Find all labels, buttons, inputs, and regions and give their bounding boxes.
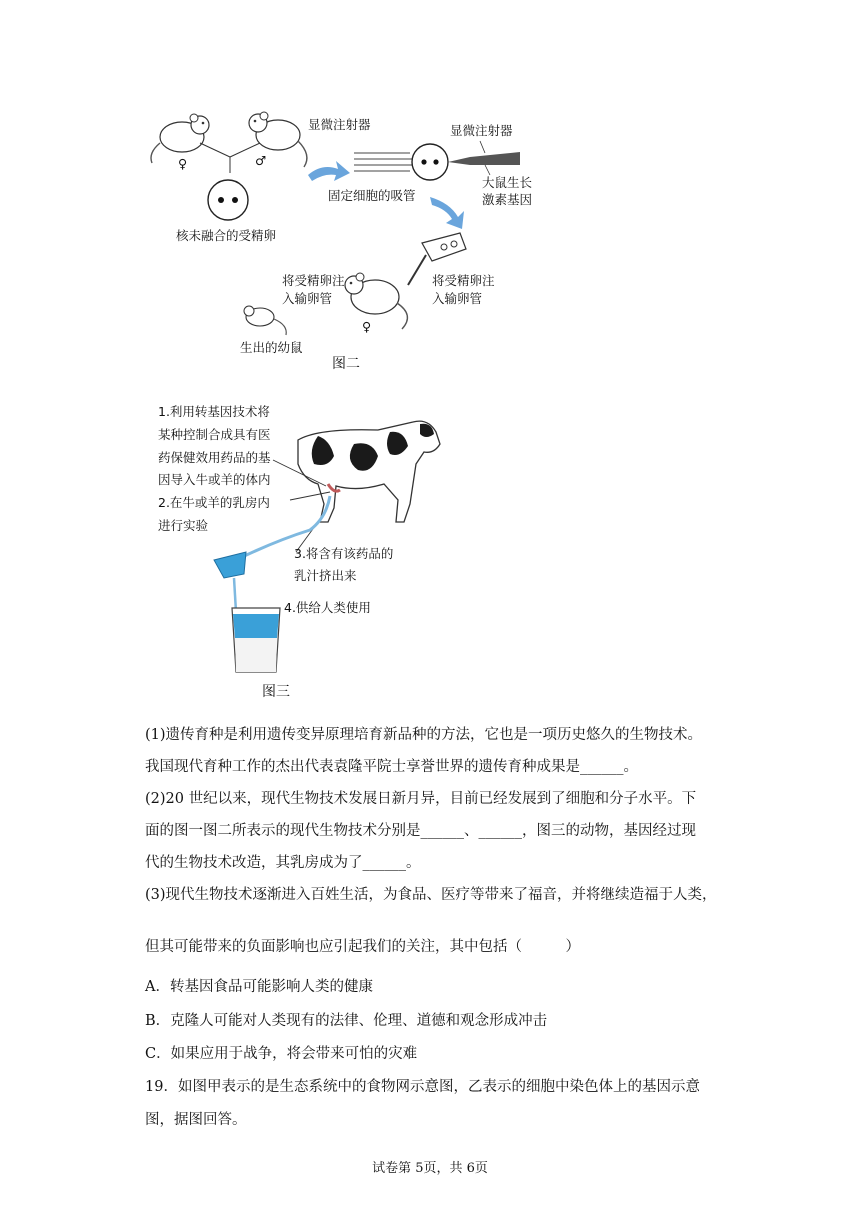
holding-pipette-label: 固定细胞的吸管 bbox=[328, 188, 416, 203]
holding-pipette-icon bbox=[354, 153, 412, 171]
figure-2-transgenic-mouse bbox=[140, 105, 540, 375]
fertilized-egg-icon bbox=[208, 180, 248, 220]
q2-line3: 代的生物技术改造，其乳房成为了______。 bbox=[145, 855, 421, 871]
step-3-line1: 3.将含有该药品的 bbox=[294, 546, 394, 561]
q1-line2: 我国现代育种工作的杰出代表袁隆平院士享誉世界的遗传育种成果是______。 bbox=[145, 759, 638, 775]
figure-2-caption: 图二 bbox=[332, 356, 360, 372]
female-symbol-2: ♀ bbox=[362, 319, 372, 334]
cow-icon bbox=[298, 421, 440, 522]
male-symbol: ♂ bbox=[255, 153, 267, 168]
q2-line2: 面的图一图二所表示的现代生物技术分别是______、______，图三的动物，基因经过现 bbox=[145, 823, 696, 839]
step-1-line1: 1.利用转基因技术将 bbox=[158, 404, 270, 419]
q1-line1: (1)遗传育种是利用遗传变异原理培育新品种的方法，它也是一项历史悠久的生物技术。 bbox=[145, 727, 703, 743]
option-b: B．克隆人可能对人类现有的法律、伦理、道德和观念形成冲击 bbox=[145, 1013, 548, 1029]
step-1-line4: 因导入牛或羊的体内 bbox=[158, 472, 271, 487]
q3-line1: (3)现代生物技术逐渐进入百姓生活，为食品、医疗等带来了福音，并将继续造福于人类， bbox=[145, 887, 717, 903]
q19-line1: 19．如图甲表示的是生态系统中的食物网示意图，乙表示的细胞中染色体上的基因示意 bbox=[145, 1079, 700, 1095]
inject-label-left-line2: 入输卵管 bbox=[282, 291, 333, 306]
process-arrow-icon-2 bbox=[430, 197, 464, 229]
step-1-line3: 药保健效用药品的基 bbox=[158, 450, 271, 465]
process-arrow-icon bbox=[308, 161, 350, 181]
pup-label: 生出的幼鼠 bbox=[240, 340, 303, 355]
step-1-line2: 某种控制合成具有医 bbox=[158, 427, 271, 442]
gh-gene-label-line2: 激素基因 bbox=[482, 192, 533, 207]
female-symbol-1: ♀ bbox=[178, 156, 188, 171]
q3-line2: 但其可能带来的负面影响也应引起我们的关注，其中包括（ ） bbox=[145, 939, 580, 955]
pup-icon bbox=[244, 306, 286, 335]
q2-line1: (2)20 世纪以来，现代生物技术发展日新月异，目前已经发展到了细胞和分子水平。下 bbox=[145, 791, 697, 807]
step-2-line1: 2.在牛或羊的乳房内 bbox=[158, 495, 270, 510]
option-a: A．转基因食品可能影响人类的健康 bbox=[145, 979, 373, 995]
q19-line2: 图，据图回答。 bbox=[145, 1112, 247, 1128]
microinjector-label-2: 显微注射器 bbox=[450, 123, 513, 138]
pouring-vessel-icon bbox=[214, 552, 246, 612]
cup-icon bbox=[232, 608, 280, 672]
option-c: C．如果应用于战争，将会带来可怕的灾难 bbox=[145, 1046, 418, 1062]
step-4: 4.供给人类使用 bbox=[284, 600, 371, 615]
fertilized-egg-label: 核未融合的受精卵 bbox=[176, 228, 277, 243]
microinjector-label-1: 显微注射器 bbox=[308, 117, 371, 132]
gh-gene-label-line1: 大鼠生长 bbox=[482, 175, 533, 190]
inject-label-left-line1: 将受精卵注 bbox=[282, 273, 345, 288]
cell-being-injected-icon bbox=[412, 144, 448, 180]
question-18-parts bbox=[145, 719, 725, 911]
page-footer: 试卷第 5页，共 6页 bbox=[372, 1161, 488, 1176]
figure-3-transgenic-cow bbox=[158, 400, 458, 705]
microinjector-needle-icon bbox=[448, 152, 520, 165]
figure-3-caption: 图三 bbox=[262, 684, 290, 700]
female-mouse-recipient-icon bbox=[345, 273, 407, 329]
step-3-line2: 乳汁挤出来 bbox=[294, 568, 357, 583]
inject-label-right-line1: 将受精卵注 bbox=[432, 273, 495, 288]
inject-label-right-line2: 入输卵管 bbox=[432, 291, 483, 306]
step-2-line2: 进行实验 bbox=[158, 518, 209, 533]
